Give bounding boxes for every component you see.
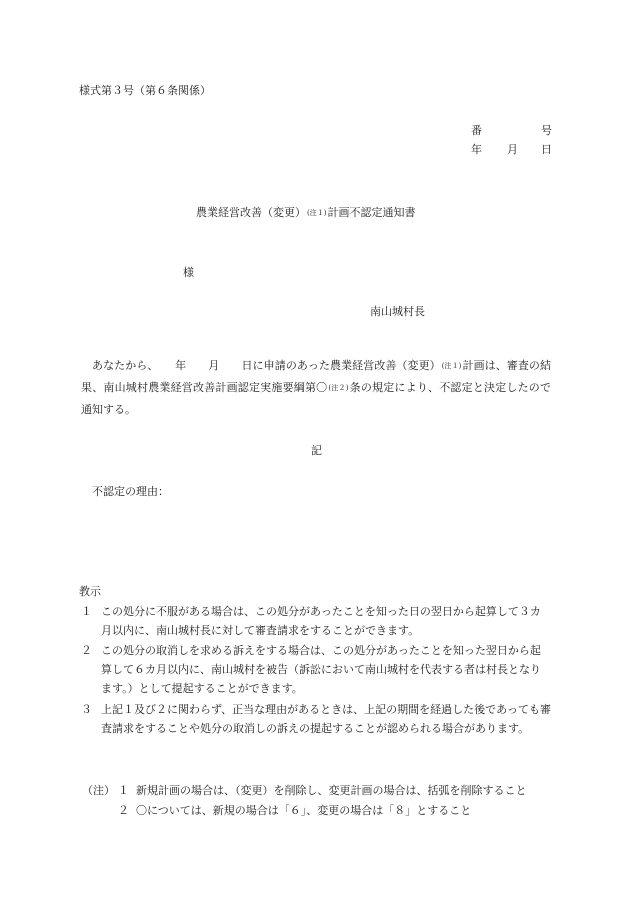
title-note: (注１) — [307, 209, 327, 217]
instruction-item-text — [81, 700, 551, 738]
title-rest: 計画不認定通知書 — [327, 206, 416, 219]
notes-label: （注） — [82, 784, 115, 797]
body-note-1: (注１) — [441, 362, 462, 370]
form-label: 様式第３号（第６条関係） — [79, 84, 211, 97]
date-month: 月 — [507, 143, 518, 156]
instruction-heading: 教示 — [79, 585, 101, 598]
addressee-suffix: 様 — [183, 266, 194, 279]
body-part-3: 条の規定により、不認定と決定したので通知する。 — [81, 381, 552, 416]
instruction-item-text — [81, 602, 551, 640]
instruction-item-text — [81, 641, 551, 698]
reason-label: 不認定の理由： — [92, 485, 169, 498]
ki-heading: 記 — [311, 444, 322, 457]
body-part-1: あなたから、 年 月 日に申請のあった農業経営改善（変更） — [92, 359, 441, 372]
document-title — [196, 206, 415, 220]
instruction-item-number: １ — [81, 605, 92, 618]
number-suffix: 号 — [541, 124, 552, 137]
date-day: 日 — [541, 143, 552, 156]
instruction-item — [81, 700, 551, 738]
instruction-item — [81, 602, 551, 640]
instruction-item — [81, 641, 551, 698]
instruction-item-text-2: この処分の取消しを求める訴えをする場合は、この処分があったことを知った翌日から起算して６カ月以内に、南山城村を被告（訴訟において南山城村を代表する者は村長となります。）として提起することができます。 — [101, 644, 541, 695]
instruction-item-number: ２ — [81, 644, 92, 657]
body-part-2: 計画は、審査の結果、南山城村農業経営改善計画認定実施要綱第〇 — [81, 359, 552, 394]
body-paragraph — [81, 355, 551, 420]
date-year: 年 — [471, 143, 482, 156]
title-main: 農業経営改善（変更） — [196, 206, 306, 219]
instruction-item-number: ３ — [81, 703, 92, 716]
instruction-item-text-1: この処分に不服がある場合は、この処分があったことを知った日の翌日から起算して３カ月以内に、南山城村長に対して審査請求をすることができます。 — [101, 605, 541, 637]
note-number: １ — [118, 784, 129, 797]
note-text: 〇については、新規の場合は「６」、変更の場合は「８」とすること — [136, 804, 472, 817]
body-note-2: (注２) — [328, 384, 349, 392]
note-number: ２ — [118, 804, 129, 817]
instruction-item-text-3: 上記１及び２に関わらず、正当な理由があるときは、上記の期間を経過した後であっても審査請求をすることや処分の取消しの訴えの提起することが認められる場合があります。 — [101, 703, 552, 735]
issuer: 南山城村長 — [370, 305, 425, 318]
note-text: 新規計画の場合は、（変更）を削除し、変更計画の場合は、括弧を削除すること — [136, 784, 527, 797]
number-label: 番 — [471, 124, 482, 137]
